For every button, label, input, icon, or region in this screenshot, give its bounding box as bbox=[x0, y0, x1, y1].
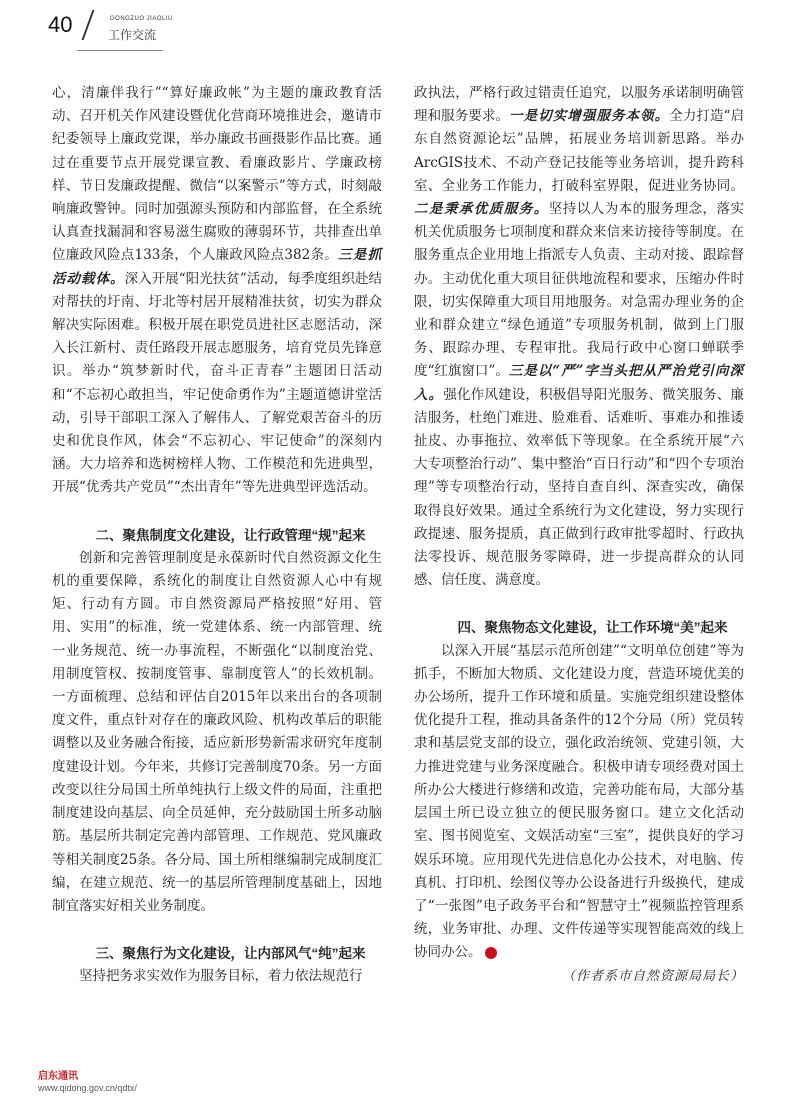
paragraph bbox=[414, 82, 744, 592]
emphasis-text: 一是切实增强服务本领。 bbox=[509, 108, 670, 125]
paragraph-text: 全力打造“启东自然资源论坛”品牌，拓展业务培训新思路。举办ArcGIS技术、不动产登记技能等业务培训，提升跨科室、全业务工作能力，打破科室界限，促进业务协同。 bbox=[414, 108, 745, 194]
paragraph-text: 坚持以人为本的服务理念，落实机关优质服务七项制度和群众来信来访接待等制度。在服务重点企业用地上指派专人负责、主动对接、跟踪督办。主动优化重大项目征供地流程和要求，压缩办件时限，切实保障重大项目用地服务。对急需办理业务的企业和群众建立“绿色通道”专项服务机制，做到上门服务、跟踪办理、专程审批。我局行政中心窗口蝉联季度“红旗窗口”。 bbox=[414, 201, 745, 380]
header-rule bbox=[77, 50, 163, 51]
section-heading: 二、聚焦制度文化建设，让行政管理“规”起来 bbox=[95, 527, 366, 543]
paragraph-text: 强化作风建设，积极倡导阳光服务、微笑服务、廉洁服务，杜绝门难进、脸难看、话难听、事难办和推诿扯皮、办事拖拉、效率低下等现象。在全系统开展“六大专项整治行动”、集中整治“百日行动”和“四个专项治理”等专项整治行动，坚持自查自纠、深查实改，确保取得良好效果。通过全系统行为文化建设，努力实现行政提速、服务提质，真正做到行政审批零超时、行政执法零投诉、规范服务零障碍，进一步提高群众的认同感、信任度、满意度。 bbox=[414, 386, 745, 589]
emphasis-text: 三是抓活动载体。 bbox=[52, 247, 382, 287]
paragraph-text: 政执法，严格行政过错责任追究，以服务承诺制明确管理和服务要求。 bbox=[414, 85, 744, 125]
header-slash bbox=[82, 10, 95, 40]
author-note: （作者系市自然资源局局长） bbox=[561, 968, 744, 984]
paragraph bbox=[52, 82, 382, 500]
section-title: 工作交流 bbox=[108, 28, 157, 42]
section-heading: 三、聚焦行为文化建设，让内部风气“纯”起来 bbox=[95, 946, 366, 962]
end-mark-icon bbox=[485, 947, 497, 959]
right-column bbox=[414, 82, 744, 988]
section-pinyin: GONGZUO JIAOLIU bbox=[110, 16, 173, 22]
footer-brand: 启东通讯 bbox=[38, 1071, 78, 1082]
page-header bbox=[30, 10, 230, 50]
paragraph: 坚持把务求实效作为服务目标，着力依法规范行 bbox=[79, 968, 363, 985]
left-column bbox=[52, 82, 382, 989]
paragraph-text: 心，清廉伴我行”“算好廉政帐”为主题的廉政教育活动、召开机关作风建设暨优化营商环境推进会，邀请市纪委领导上廉政党课，举办廉政书画摄影作品比赛。通过在重要节点开展党课宣教、看廉政影片、学廉政榜样、节日发廉政提醒、微信“以案警示”等方式，时刻敲响廉政警钟。同时加强源头预防和内部监督，在全系统认真查找漏洞和容易滋生腐败的薄弱环节，共排查出单位廉政风险点133条，个人廉政风险点382条。 bbox=[52, 85, 382, 264]
footer-url: www.qidong.gov.cn/qdtx/ bbox=[38, 1083, 137, 1093]
paragraph bbox=[414, 640, 744, 965]
emphasis-text: 三是以“严”字当头把从严治党引向深入。 bbox=[414, 363, 744, 403]
paragraph-text: 深入开展“阳光扶贫”活动，每季度组织赴结对帮扶的圩南、圩北等村居开展精准扶贫，切实为群众解决实际困难。积极开展在职党员进社区志愿活动，深入长江新村、责任路段开展志愿服务，培育党员先锋意识。举办“筑梦新时代，奋斗正青春”主题团日活动和“不忘初心敢担当，牢记使命勇作为”主题道德讲堂活动，引导干部职工深入了解伟人、了解党艰苦奋斗的历史和优良作风，体会“不忘初心、牢记使命”的深刻内涵。大力培养和选树榜样人物、工作模范和先进典型，开展“优秀共产党员”“杰出青年”等先进典型评选活动。 bbox=[52, 270, 383, 496]
page-footer bbox=[38, 1067, 137, 1093]
page-number: 40 bbox=[48, 12, 73, 37]
paragraph-text: 以深入开展“基层示范所创建”“文明单位创建”等为抓手，不断加大物质、文化建设力度，营造环境优美的办公场所，提升工作环境和质量。实施党组织建设整体优化提升工程，推动具备条件的12个分局（所）党员转隶和基层党支部的设立，强化政治统领、党建引领，大力推进党建与业务深度融合。积极申请专项经费对国土所办公大楼进行修缮和改造，完善功能布局，大部分基层国土所已设立独立的便民服务窗口。建立文化活动室、图书阅览室、文娱活动室“三室”，提供良好的学习娱乐环境。应用现代先进信息化办公技术，对电脑、传真机、打印机、绘图仪等办公设备进行升级换代，建成了“一张图”电子政务平台和“智慧守土”视频监控管理系统，业务审批、办理、文件传递等实现智能高效的线上协同办公。 bbox=[414, 642, 744, 961]
emphasis-text: 二是秉承优质服务。 bbox=[414, 201, 549, 218]
paragraph: 创新和完善管理制度是永葆新时代自然资源文化生机的重要保障，系统化的制度让自然资源人心中有规矩、行动有方圆。市自然资源局严格按照“好用、管用、实用”的标准，统一党建体系、统一内部管理、统一业务规范、统一办事流程，不断强化“以制度治党、用制度管权、按制度管事、靠制度管人”的长效机制。一方面梳理、总结和评估自2015年以来出台的各项制度文件，重点针对存在的廉政风险、机构改革后的职能调整以及业务融合衔接，适应新形势新需求研究年度制度建设计划。今年来，共修订完善制度70条。另一方面改变以往分局国土所单纯执行上级文件的局面，注重把制度建设向基层、向全员延伸，充分鼓励国土所多动脑筋。基层所共制定完善内部管理、工作规范、党风廉政等相关制度25条。各分局、国土所相继编制完成制度汇编，在建立规范、统一的基层所管理制度基础上，因地制宜落实好相关业务制度。 bbox=[52, 549, 382, 914]
section-heading: 四、聚焦物态文化建设，让工作环境“美”起来 bbox=[457, 620, 728, 636]
